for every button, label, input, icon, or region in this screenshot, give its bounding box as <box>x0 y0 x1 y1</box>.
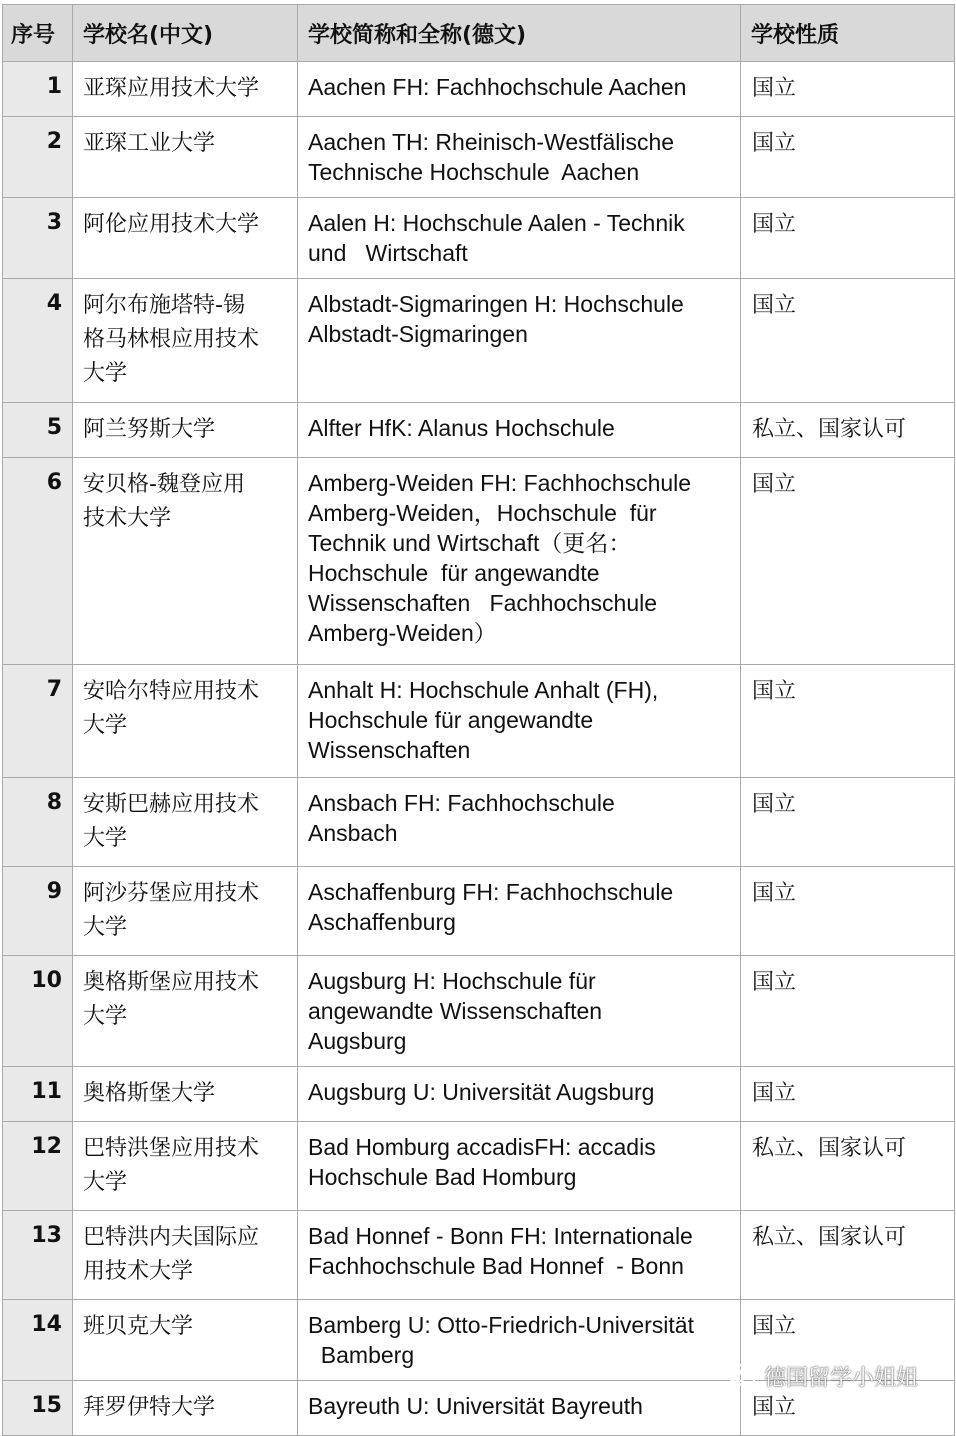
school-name-de <box>298 279 741 403</box>
table-row <box>3 1122 955 1211</box>
school-type: 国立 <box>741 665 955 778</box>
wechat-icon <box>726 1363 756 1389</box>
row-number: 5 <box>3 403 73 458</box>
school-name-cn <box>73 198 298 279</box>
school-name-cn <box>73 1300 298 1381</box>
school-name-cn <box>73 1211 298 1300</box>
school-name-cn <box>73 778 298 867</box>
table-row <box>3 778 955 867</box>
header-type: 学校性质 <box>741 5 955 62</box>
row-number: 4 <box>3 279 73 403</box>
school-name-de-line: Aschaffenburg FH: Fachhochschule <box>308 879 674 905</box>
school-name-de-line: Hochschule für angewandte <box>308 560 600 586</box>
school-name-cn-line: 班贝克大学 <box>83 1314 194 1339</box>
school-name-de-line: Amberg-Weiden FH: Fachhochschule <box>308 470 692 496</box>
row-number: 3 <box>3 198 73 279</box>
watermark-text: 德国留学小姐姐 <box>764 1365 919 1391</box>
table-row <box>3 279 955 403</box>
row-number: 15 <box>3 1381 73 1436</box>
school-name-de-line: Bayreuth U: Universität Bayreuth <box>308 1393 643 1419</box>
school-type: 国立 <box>741 1067 955 1122</box>
school-name-cn-line: 阿沙芬堡应用技术 <box>83 881 260 906</box>
school-name-cn-line: 阿尔布施塔特-锡 <box>83 293 245 318</box>
watermark <box>726 1358 918 1394</box>
school-name-de-line: Augsburg H: Hochschule für <box>308 968 596 994</box>
school-name-de-line: Technik und Wirtschaft（更名： <box>308 530 632 556</box>
school-type: 国立 <box>741 1300 955 1381</box>
school-name-cn <box>73 665 298 778</box>
table-row <box>3 458 955 665</box>
school-name-cn <box>73 1122 298 1211</box>
school-name-de-line: Hochschule für angewandte <box>308 707 594 733</box>
school-name-de <box>298 62 741 117</box>
school-name-de-line: angewandte Wissenschaften <box>308 998 603 1024</box>
school-name-de-line: Hochschule Bad Homburg <box>308 1164 577 1190</box>
school-name-de-line: Anhalt H: Hochschule Anhalt (FH), <box>308 677 659 703</box>
school-name-cn-line: 奥格斯堡大学 <box>83 1081 216 1106</box>
row-number: 2 <box>3 117 73 198</box>
school-name-cn <box>73 62 298 117</box>
school-name-de-line: Aachen TH: Rheinisch-Westfälische <box>308 129 675 155</box>
school-name-cn <box>73 117 298 198</box>
school-name-cn-line: 奥格斯堡应用技术 <box>83 970 260 995</box>
school-name-cn-line: 阿兰努斯大学 <box>83 417 216 442</box>
table-row <box>3 403 955 458</box>
table-row <box>3 867 955 956</box>
school-name-de <box>298 867 741 956</box>
school-type: 国立 <box>741 867 955 956</box>
school-name-cn <box>73 458 298 665</box>
row-number: 1 <box>3 62 73 117</box>
school-name-de-line: Albstadt-Sigmaringen H: Hochschule <box>308 291 684 317</box>
school-name-cn-line: 巴特洪堡应用技术 <box>83 1136 260 1161</box>
school-name-cn-line: 阿伦应用技术大学 <box>83 212 260 237</box>
school-name-cn-line: 用技术大学 <box>83 1259 194 1284</box>
row-number: 8 <box>3 778 73 867</box>
school-name-de-line: Aschaffenburg <box>308 909 456 935</box>
table-row <box>3 665 955 778</box>
school-name-de <box>298 458 741 665</box>
row-number: 10 <box>3 956 73 1067</box>
school-name-cn-line: 技术大学 <box>83 506 172 531</box>
header-number: 序号 <box>3 5 73 62</box>
school-name-de-line: Ansbach <box>308 820 398 846</box>
row-number: 14 <box>3 1300 73 1381</box>
school-name-de-line: Amberg-Weiden，Hochschule für <box>308 500 657 526</box>
school-name-cn <box>73 403 298 458</box>
school-type: 国立 <box>741 198 955 279</box>
header-name-cn: 学校名(中文) <box>73 5 298 62</box>
school-name-de <box>298 403 741 458</box>
school-name-de <box>298 956 741 1067</box>
school-type: 私立、国家认可 <box>741 403 955 458</box>
university-table <box>2 4 955 1436</box>
school-name-cn <box>73 956 298 1067</box>
school-name-de-line: Bamberg U: Otto-Friedrich-Universität <box>308 1312 694 1338</box>
school-type: 国立 <box>741 117 955 198</box>
school-type: 国立 <box>741 778 955 867</box>
school-type: 私立、国家认可 <box>741 1211 955 1300</box>
school-type: 国立 <box>741 458 955 665</box>
school-name-de <box>298 198 741 279</box>
school-name-de <box>298 778 741 867</box>
school-name-de-line: Bad Homburg accadisFH: accadis <box>308 1134 656 1160</box>
school-name-cn <box>73 1067 298 1122</box>
school-name-de-line: und Wirtschaft <box>308 240 468 266</box>
school-name-de <box>298 1067 741 1122</box>
row-number: 7 <box>3 665 73 778</box>
row-number: 11 <box>3 1067 73 1122</box>
school-name-de-line: Fachhochschule Bad Honnef - Bonn <box>308 1253 684 1279</box>
school-name-cn-line: 安哈尔特应用技术 <box>83 679 260 704</box>
table-row <box>3 956 955 1067</box>
school-name-cn-line: 大学 <box>83 713 128 738</box>
school-name-cn-line: 大学 <box>83 361 128 386</box>
school-type: 国立 <box>741 62 955 117</box>
school-name-de <box>298 117 741 198</box>
school-type: 国立 <box>741 279 955 403</box>
school-name-de <box>298 1381 741 1436</box>
school-name-cn-line: 安斯巴赫应用技术 <box>83 792 260 817</box>
school-name-de-line: Bamberg <box>308 1342 415 1368</box>
school-name-de-line: Alfter HfK: Alanus Hochschule <box>308 415 615 441</box>
school-name-cn <box>73 867 298 956</box>
school-name-cn-line: 亚琛应用技术大学 <box>83 76 260 101</box>
school-name-de-line: Wissenschaften <box>308 737 471 763</box>
table-row <box>3 1211 955 1300</box>
school-name-de-line: Augsburg U: Universität Augsburg <box>308 1079 655 1105</box>
school-name-cn-line: 大学 <box>83 1004 128 1029</box>
school-type: 国立 <box>741 1381 955 1436</box>
school-name-cn-line: 大学 <box>83 915 128 940</box>
row-number: 13 <box>3 1211 73 1300</box>
table-row <box>3 117 955 198</box>
school-name-de-line: Amberg-Weiden） <box>308 620 497 646</box>
table-row <box>3 198 955 279</box>
school-name-de-line: Aalen H: Hochschule Aalen - Technik <box>308 210 685 236</box>
row-number: 6 <box>3 458 73 665</box>
school-name-cn-line: 格马林根应用技术 <box>83 327 260 352</box>
school-name-de <box>298 1300 741 1381</box>
school-name-cn-line: 巴特洪内夫国际应 <box>83 1225 260 1250</box>
school-name-cn-line: 安贝格-魏登应用 <box>83 472 245 497</box>
row-number: 12 <box>3 1122 73 1211</box>
school-name-cn-line: 大学 <box>83 826 128 851</box>
header-name-de: 学校简称和全称(德文) <box>298 5 741 62</box>
school-name-de-line: Wissenschaften Fachhochschule <box>308 590 658 616</box>
school-name-de-line: Augsburg <box>308 1028 407 1054</box>
school-name-de-line: Ansbach FH: Fachhochschule <box>308 790 615 816</box>
school-name-de <box>298 665 741 778</box>
school-name-de-line: Technische Hochschule Aachen <box>308 159 640 185</box>
school-name-de-line: Bad Honnef - Bonn FH: Internationale <box>308 1223 693 1249</box>
school-name-cn <box>73 279 298 403</box>
school-name-de <box>298 1122 741 1211</box>
school-type: 国立 <box>741 956 955 1067</box>
school-name-cn-line: 大学 <box>83 1170 128 1195</box>
school-name-de-line: Albstadt-Sigmaringen <box>308 321 528 347</box>
table-row <box>3 1067 955 1122</box>
school-name-cn-line: 亚琛工业大学 <box>83 131 216 156</box>
table-row <box>3 62 955 117</box>
school-name-de <box>298 1211 741 1300</box>
school-type: 私立、国家认可 <box>741 1122 955 1211</box>
school-name-cn-line: 拜罗伊特大学 <box>83 1395 216 1420</box>
row-number: 9 <box>3 867 73 956</box>
school-name-de-line: Aachen FH: Fachhochschule Aachen <box>308 74 687 100</box>
school-name-cn <box>73 1381 298 1436</box>
table-header-row <box>3 5 955 62</box>
